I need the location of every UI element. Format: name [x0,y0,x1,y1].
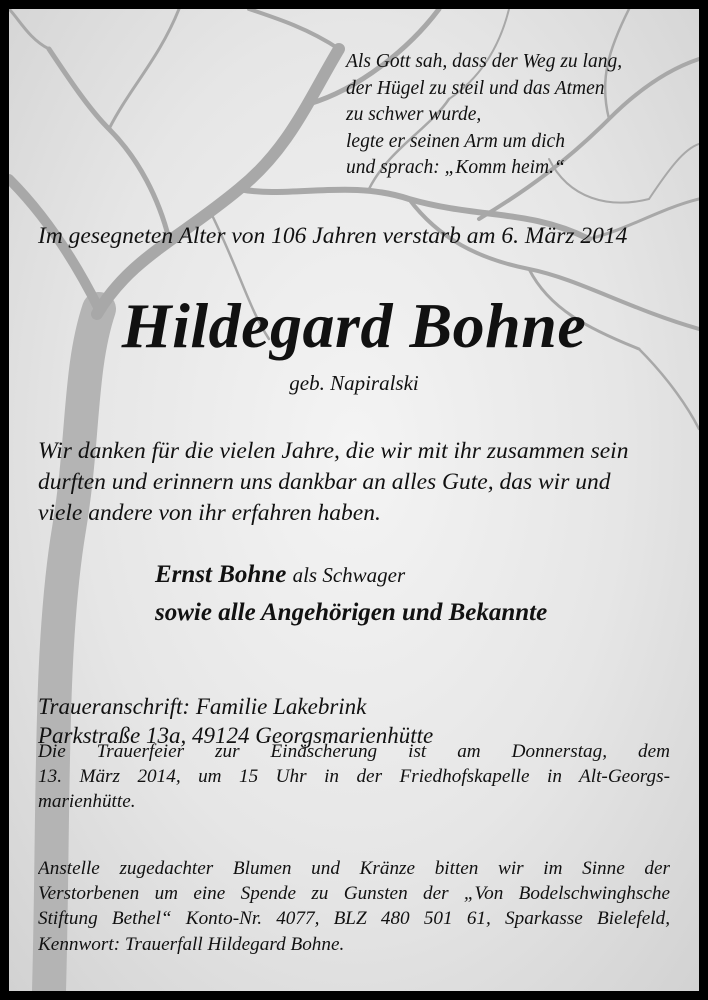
signature-mourner [155,561,405,589]
poem-line: Als Gott sah, dass der Weg zu lang, [346,51,623,72]
ceremony-paragraph [38,739,670,815]
thanks-line: durften und erinnern uns dankbar an alles Gute, das wir und [38,469,611,495]
ceremony-line: 13. März 2014, um 15 Uhr in der Friedhofskapelle in Alt-Georgs- [38,766,670,788]
deceased-name: Hildegard Bohne [121,290,587,361]
ceremony-line: marienhütte. [38,791,136,813]
thanks-paragraph [38,436,678,529]
ceremony-line: Die Trauerfeier zur Einäscherung ist am Donnerstag, dem [38,741,670,762]
thanks-line: viele andere von ihr erfahren haben. [38,500,381,526]
thanks-line: Wir danken für die vielen Jahre, die wir mit ihr zusammen sein [38,438,629,464]
poem-line: legte er seinen Arm um dich [346,130,565,152]
address-line: Parkstraße 13a, 49124 Georgsmarienhütte [38,723,434,748]
poem-line: der Hügel zu steil und das Atmen [346,77,605,99]
donation-paragraph [38,856,670,957]
mourner-relation: als Schwager [292,563,406,587]
donation-line: Verstorbenen um eine Spende zu Gunsten der „Von Bodelschwinghsche [38,883,670,905]
signature-others: sowie alle Angehörigen und Bekannte [155,599,548,626]
death-announcement: Im gesegneten Alter von 106 Jahren verstarb am 6. März 2014 [38,223,628,249]
poem [346,49,686,182]
birth-name: geb. Napiralski [289,371,419,395]
mourner-name: Ernst Bohne [155,561,287,588]
donation-line: Stiftung Bethel“ Konto-Nr. 4077, BLZ 480 501 61, Sparkasse Bielefeld, [38,908,670,930]
address-line: Traueranschrift: Familie Lakebrink [38,694,367,719]
poem-line: und sprach: „Komm heim.“ [346,157,565,178]
donation-line: Kennwort: Trauerfall Hildegard Bohne. [38,933,345,955]
donation-line: Anstelle zugedachter Blumen und Kränze bitten wir im Sinne der [38,858,670,879]
poem-line: zu schwer wurde, [346,104,482,125]
